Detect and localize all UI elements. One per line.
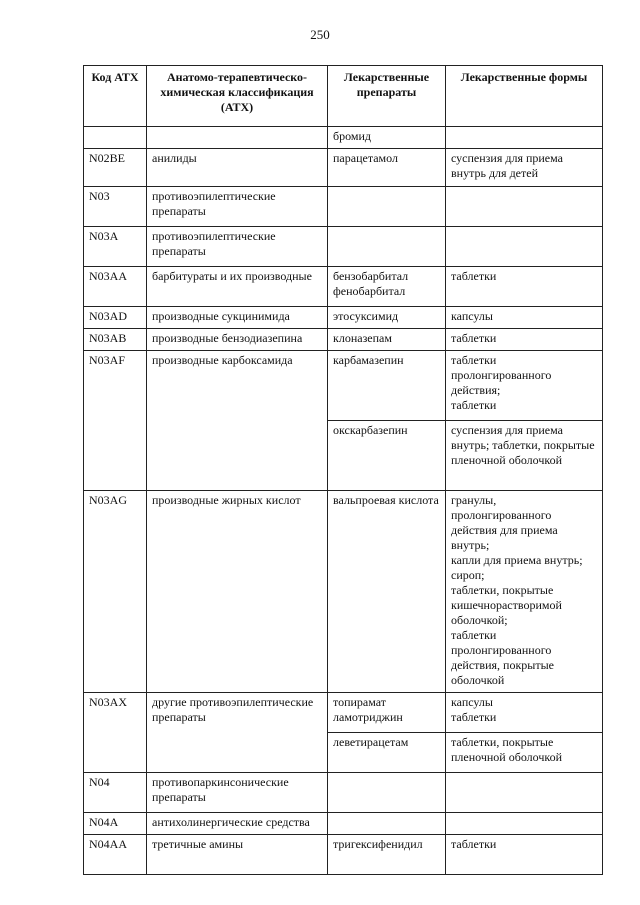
header-classification: Анатомо-терапевтическо-химическая классификация (АТХ) (147, 66, 328, 127)
cell-name: производные сукцинимида (147, 307, 328, 329)
drug-line: окскарбазепин (333, 423, 408, 437)
cell-code: N03 (84, 187, 147, 227)
cell-code: N04 (84, 773, 147, 813)
cell-forms (446, 773, 603, 813)
form-line: таблетки, покрытые пленочной оболочкой (451, 735, 563, 764)
table-row (84, 813, 603, 835)
cell-drugs (328, 813, 446, 835)
table-row (84, 693, 603, 733)
cell-name: анилиды (147, 149, 328, 187)
form-line: таблетки (451, 710, 497, 724)
table-row (84, 773, 603, 813)
header-forms: Лекарственные формы (446, 66, 603, 127)
drug-line: ламотриджин (333, 710, 403, 724)
cell-forms (446, 693, 603, 733)
cell-name: антихолинергические средства (147, 813, 328, 835)
cell-code: N03A (84, 227, 147, 267)
cell-code: N03AG (84, 491, 147, 693)
cell-drugs (328, 127, 446, 149)
cell-code: N04A (84, 813, 147, 835)
form-line: таблетки (451, 398, 497, 412)
table-row (84, 307, 603, 329)
cell-forms (446, 127, 603, 149)
table-row (84, 187, 603, 227)
table-row (84, 267, 603, 307)
cell-drugs (328, 187, 446, 227)
form-line: таблетки (451, 331, 497, 345)
cell-code: N04AA (84, 835, 147, 875)
drug-line: вальпроевая кислота (333, 493, 439, 507)
cell-name: противоэпилептические препараты (147, 227, 328, 267)
cell-drugs (328, 693, 446, 733)
form-line: капли для приема внутрь; (451, 553, 583, 567)
cell-drugs (328, 267, 446, 307)
form-line: таблетки (451, 269, 497, 283)
drug-line: леветирацетам (333, 735, 409, 749)
cell-forms (446, 267, 603, 307)
drug-line: парацетамол (333, 151, 398, 165)
cell-name: другие противоэпилептические препараты (147, 693, 328, 773)
atx-table (83, 65, 603, 875)
form-line: суспензия для приема внутрь для детей (451, 151, 563, 180)
drug-line: карбамазепин (333, 353, 404, 367)
table-row (84, 329, 603, 351)
cell-forms (446, 307, 603, 329)
table-row (84, 149, 603, 187)
cell-forms (446, 227, 603, 267)
cell-code: N03AD (84, 307, 147, 329)
cell-name: противоэпилептические препараты (147, 187, 328, 227)
cell-name: производные карбоксамида (147, 351, 328, 491)
cell-code: N03AA (84, 267, 147, 307)
table-row (84, 227, 603, 267)
cell-drugs (328, 491, 446, 693)
cell-forms (446, 491, 603, 693)
form-line: таблетки пролонгированного действия, покрытые оболочкой (451, 628, 554, 687)
drug-line: этосуксимид (333, 309, 399, 323)
cell-forms (446, 421, 603, 491)
cell-name: барбитураты и их производные (147, 267, 328, 307)
cell-name: производные бензодиазепина (147, 329, 328, 351)
cell-code (84, 127, 147, 149)
cell-drugs (328, 351, 446, 421)
table-row (84, 835, 603, 875)
cell-drugs (328, 149, 446, 187)
cell-forms (446, 733, 603, 773)
header-code: Код АТХ (84, 66, 147, 127)
form-line: сироп; (451, 568, 485, 582)
cell-code: N03AB (84, 329, 147, 351)
cell-forms (446, 835, 603, 875)
form-line: таблетки, покрытые кишечнорастворимой оболочкой; (451, 583, 562, 627)
header-drugs: Лекарственные препараты (328, 66, 446, 127)
cell-code: N03AF (84, 351, 147, 491)
page-number: 250 (310, 27, 330, 42)
table-row (84, 351, 603, 421)
cell-drugs (328, 733, 446, 773)
cell-drugs (328, 421, 446, 491)
form-line: капсулы (451, 695, 493, 709)
table-row (84, 491, 603, 693)
table-row (84, 127, 603, 149)
cell-forms (446, 813, 603, 835)
drug-line: фенобарбитал (333, 284, 406, 298)
drug-line: клоназепам (333, 331, 392, 345)
drug-line: тригексифенидил (333, 837, 423, 851)
cell-code: N03AX (84, 693, 147, 773)
cell-drugs (328, 773, 446, 813)
cell-drugs (328, 329, 446, 351)
cell-forms (446, 329, 603, 351)
cell-name: третичные амины (147, 835, 328, 875)
cell-name: противопаркинсонические препараты (147, 773, 328, 813)
cell-forms (446, 149, 603, 187)
cell-drugs (328, 835, 446, 875)
cell-forms (446, 187, 603, 227)
cell-forms (446, 351, 603, 421)
drug-line: бромид (333, 129, 371, 143)
cell-drugs (328, 227, 446, 267)
form-line: суспензия для приема внутрь; таблетки, покрытые пленочной оболочкой (451, 423, 595, 467)
form-line: таблетки пролонгированного действия; (451, 353, 552, 397)
cell-name (147, 127, 328, 149)
form-line: таблетки (451, 837, 497, 851)
drug-line: бензобарбитал (333, 269, 409, 283)
cell-name: производные жирных кислот (147, 491, 328, 693)
table-header-row (84, 66, 603, 127)
form-line: гранулы, пролонгированного действия для приема внутрь; (451, 493, 558, 552)
drug-line: топирамат (333, 695, 387, 709)
cell-code: N02BE (84, 149, 147, 187)
form-line: капсулы (451, 309, 493, 323)
cell-drugs (328, 307, 446, 329)
